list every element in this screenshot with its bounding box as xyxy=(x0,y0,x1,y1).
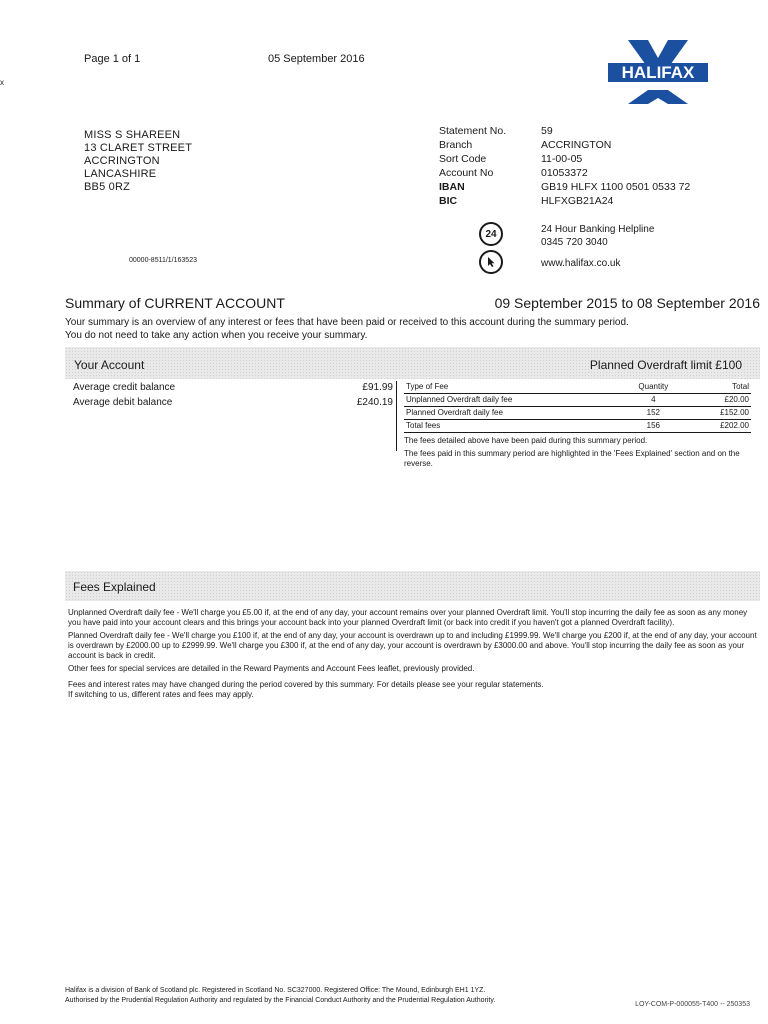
detail-label: Sort Code xyxy=(439,153,487,165)
clock-24-icon: 24 xyxy=(479,222,503,246)
balances xyxy=(73,381,393,411)
statement-details xyxy=(439,124,739,208)
detail-label: IBAN xyxy=(439,181,465,193)
margin-mark: x xyxy=(0,78,4,87)
fees-explained-paragraph: Other fees for special services are detailed in the Reward Payments and Account Fees leaflet, previously provided. xyxy=(68,664,475,673)
fees-note: The fees paid in this summary period are highlighted in the 'Fees Explained' section and on the reverse. xyxy=(404,449,740,468)
page-number: Page 1 of 1 xyxy=(84,53,141,65)
col-header: Type of Fee xyxy=(404,381,620,394)
detail-row xyxy=(439,180,739,194)
summary-intro-line: Your summary is an overview of any interest or fees that have been paid or received to this account during the summary period. xyxy=(65,317,629,328)
fee-total: £202.00 xyxy=(686,420,751,433)
address-line: 13 CLARET STREET xyxy=(84,142,193,154)
balance-row xyxy=(73,381,393,396)
helpline-number[interactable]: 0345 720 3040 xyxy=(541,237,608,248)
footer-line: Halifax is a division of Bank of Scotland plc. Registered in Scotland No. SC327000. Registered Office: The Mound, Edinburgh EH1 1YZ. xyxy=(65,987,486,994)
address-line: MISS S SHAREEN xyxy=(84,129,181,141)
fee-total: £152.00 xyxy=(686,407,751,420)
mail-reference: 00000-8511/1/163523 xyxy=(129,257,197,264)
summary-period: 09 September 2015 to 08 September 2016 xyxy=(494,295,760,311)
balance-row xyxy=(73,396,393,411)
fee-type: Unplanned Overdraft daily fee xyxy=(404,394,620,407)
detail-value: 11-00-05 xyxy=(541,153,583,165)
detail-row xyxy=(439,166,739,180)
fees-explained-paragraph: Unplanned Overdraft daily fee - We'll charge you £5.00 if, at the end of any day, your account remains over your planned Overdraft limit. You'll stop incurring the daily fee as soon as any money you have paid into your account clears and this brings your account back into your planned Overdraft limit (or back into credit if you haven't got a planned Overdraft facility). xyxy=(68,608,748,627)
fees-explained-paragraph: If switching to us, different rates and fees may apply. xyxy=(68,690,254,699)
balance-label: Average debit balance xyxy=(73,397,173,408)
table-row xyxy=(404,407,751,420)
overdraft-limit: Planned Overdraft limit £100 xyxy=(589,358,742,372)
balance-value: £91.99 xyxy=(362,382,393,393)
helpline-label: 24 Hour Banking Helpline xyxy=(541,224,655,235)
fees-explained-title: Fees Explained xyxy=(73,580,156,594)
fees-explained-body xyxy=(68,608,758,703)
detail-label: Account No xyxy=(439,167,494,179)
fee-quantity: 156 xyxy=(620,420,686,433)
your-account-bar xyxy=(65,347,760,379)
fees-explained-paragraph: Planned Overdraft daily fee - We'll charge you £100 if, at the end of any day, your account is overdrawn up to and including £1999.99. We'll charge you £200 if, at the end of any day, your account is overdrawn by £2000.00 up to £2999.99. We'll charge you £300 if, at the end of any day, your account is overdrawn by £3000.00 and above. You'll stop incurring the daily fee as soon as your account is back in credit. xyxy=(68,631,757,660)
fee-total: £20.00 xyxy=(686,394,751,407)
halifax-logo xyxy=(606,40,710,104)
detail-value: ACCRINGTON xyxy=(541,139,612,151)
website-row xyxy=(479,250,503,274)
footer-legal xyxy=(65,986,495,1006)
fee-type: Planned Overdraft daily fee xyxy=(404,407,620,420)
detail-value: HLFXGB21A24 xyxy=(541,195,614,207)
customer-address xyxy=(84,129,192,194)
address-line: LANCASHIRE xyxy=(84,168,157,180)
website-link[interactable]: www.halifax.co.uk xyxy=(541,258,621,269)
address-line: ACCRINGTON xyxy=(84,155,160,167)
detail-label: Branch xyxy=(439,139,473,151)
balance-value: £240.19 xyxy=(356,397,393,408)
fee-quantity: 4 xyxy=(620,394,686,407)
column-divider xyxy=(396,381,397,451)
table-row xyxy=(404,394,751,407)
fees-table-header xyxy=(404,381,751,394)
statement-date: 05 September 2016 xyxy=(268,53,365,65)
detail-value: 59 xyxy=(541,125,553,137)
address-line: BB5 0RZ xyxy=(84,181,131,193)
footer-line: Authorised by the Prudential Regulation Authority and regulated by the Financial Conduct Authority and the Prudential Regulation Authority. xyxy=(65,997,496,1004)
summary-title: Summary of CURRENT ACCOUNT xyxy=(65,295,285,311)
detail-row xyxy=(439,194,739,208)
detail-row xyxy=(439,138,739,152)
detail-row xyxy=(439,152,739,166)
detail-row xyxy=(439,124,739,138)
your-account-title: Your Account xyxy=(74,358,145,372)
summary-intro-line: You do not need to take any action when you receive your summary. xyxy=(65,330,368,341)
cursor-click-icon xyxy=(479,250,503,274)
col-header: Total xyxy=(686,381,751,394)
fees-explained-bar xyxy=(65,571,760,601)
balance-label: Average credit balance xyxy=(73,382,176,393)
detail-value: GB19 HLFX 1100 0501 0533 72 xyxy=(541,181,691,193)
detail-value: 01053372 xyxy=(541,167,588,179)
fees-explained-paragraph: Fees and interest rates may have changed during the period covered by this summary. For details please see your regular statements. xyxy=(68,680,544,689)
footer-code: LOY-COM-P-000055-T400 -- 250353 xyxy=(635,1001,750,1008)
detail-label: BIC xyxy=(439,195,458,207)
helpline-row xyxy=(479,222,503,246)
fees-table xyxy=(404,381,751,433)
summary-intro xyxy=(65,316,760,342)
fees-note: The fees detailed above have been paid during this summary period. xyxy=(404,436,648,445)
fees-table-wrap xyxy=(404,381,754,469)
detail-label: Statement No. xyxy=(439,125,507,137)
fee-quantity: 152 xyxy=(620,407,686,420)
col-header: Quantity xyxy=(620,381,686,394)
fee-type: Total fees xyxy=(404,420,620,433)
table-row xyxy=(404,420,751,433)
logo-text: HALIFAX xyxy=(621,63,695,82)
